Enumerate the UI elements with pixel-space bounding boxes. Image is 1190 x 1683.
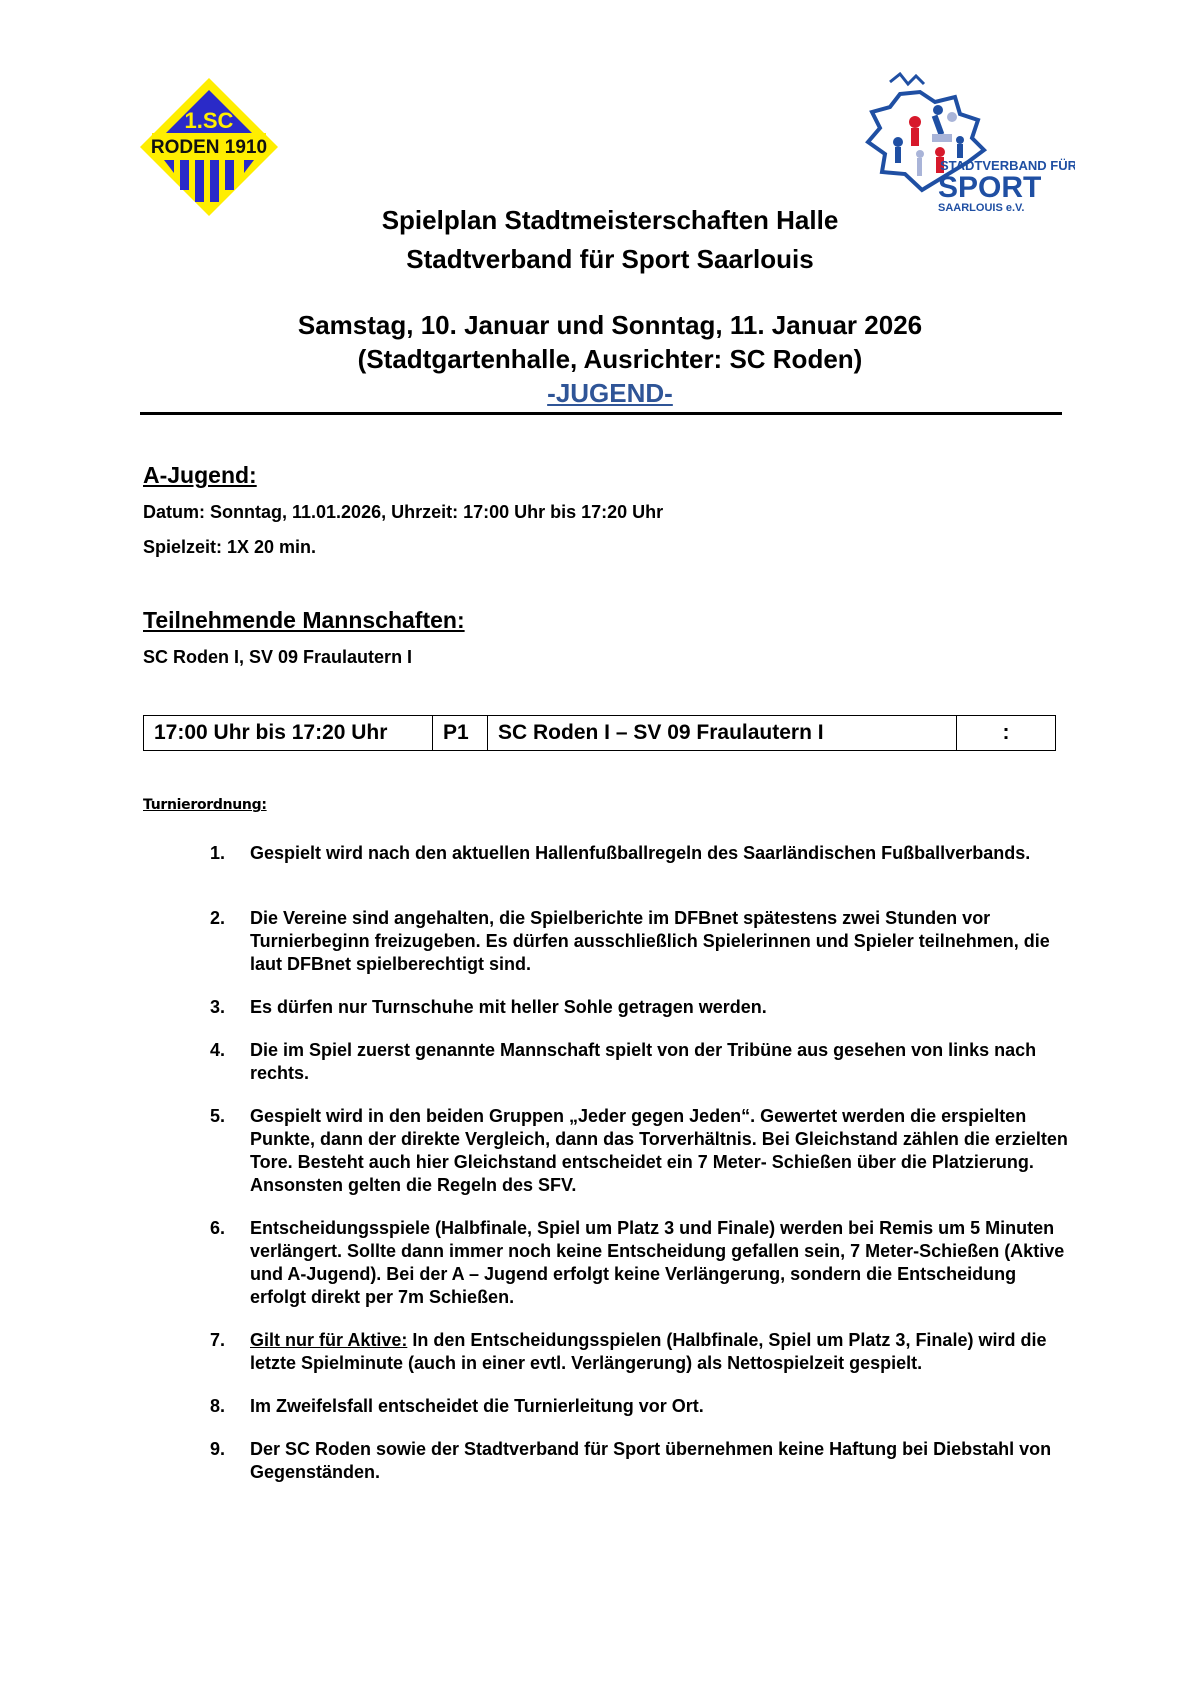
schedule-table (143, 715, 1056, 751)
rule-item: 9. Der SC Roden sowie der Stadtverband für Sport übernehmen keine Haftung bei Diebstahl von Gegenständen. (210, 1439, 1052, 1482)
match-score: : (957, 716, 1056, 751)
svg-text:1.SC: 1.SC (184, 108, 234, 133)
rule-item: 7. Gilt nur für Aktive: In den Entscheidungsspielen (Halbfinale, Spiel um Platz 3, Finale) wird die letzte Spielminute (auch in einer evtl. Verlängerung) als Nettospielzeit gespielt. (210, 1330, 1047, 1373)
rule-item: 8. Im Zweifelsfall entscheidet die Turnierleitung vor Ort. (210, 1396, 704, 1416)
team-list: SC Roden I, SV 09 Fraulautern I (143, 647, 413, 667)
match-time: 17:00 Uhr bis 17:20 Uhr (144, 716, 433, 751)
rules-heading: Turnierordnung: (143, 797, 267, 813)
rule-item: 3. Es dürfen nur Turnschuhe mit heller Sohle getragen werden. (210, 997, 767, 1017)
section-heading-a-jugend: A-Jugend: (143, 462, 257, 488)
category-label: -JUGEND- (547, 378, 673, 408)
date-time-line: Datum: Sonntag, 11.01.2026, Uhrzeit: 17:00 Uhr bis 17:20 Uhr (143, 502, 664, 522)
svg-text:RODEN 1910: RODEN 1910 (150, 137, 268, 158)
svg-text:SAARLOUIS e.V.: SAARLOUIS e.V. (938, 202, 1025, 214)
rule-item: 2. Die Vereine sind angehalten, die Spielberichte im DFBnet spätestens zwei Stunden vor Turnierbeginn freizugeben. Es dürfen ausschließlich Spielerinnen und Spieler teilnehmen, die laut DFBnet spielberechtigt sind. (210, 908, 1050, 974)
rule-item: 1. Gespielt wird nach den aktuellen Hallenfußballregeln des Saarländischen Fußballverbands. (210, 843, 1031, 863)
document-title: Spielplan Stadtmeisterschaften Halle (381, 205, 839, 235)
header-divider (140, 412, 1062, 415)
event-venue: (Stadtgartenhalle, Ausrichter: SC Roden) (357, 344, 863, 374)
playtime-line: Spielzeit: 1X 20 min. (143, 537, 317, 557)
rule-item: 6. Entscheidungsspiele (Halbfinale, Spiel um Platz 3 und Finale) werden bei Remis um 5 Minuten verlängert. Sollte dann immer noch keine Entscheidung gefallen sein, 7 Meter-Schießen (Aktive und A-Jugend). Bei der A – Jugend erfolgt keine Verlängerung, sondern die Entscheidung erfolgt direkt per 7m Schießen. (210, 1218, 1065, 1307)
rule-emphasis: Gilt nur für Aktive: (250, 1330, 408, 1350)
event-dates: Samstag, 10. Januar und Sonntag, 11. Januar 2026 (297, 310, 923, 340)
table-row (144, 716, 1056, 751)
rule-item: 5. Gespielt wird in den beiden Gruppen „Jeder gegen Jeden“. Gewertet werden die erspielten Punkte, dann der direkte Vergleich, dann das Torverhältnis. Bei Gleichstand zählen die erzielten Tore. Besteht auch hier Gleichstand entscheidet ein 7 Meter- Schießen über die Platzierung. Ansonsten gelten die Regeln des SFV. (210, 1106, 1068, 1195)
rules-list (210, 842, 1070, 1484)
svg-text:SPORT: SPORT (938, 171, 1042, 204)
match-pitch: P1 (433, 716, 488, 751)
document-subtitle: Stadtverband für Sport Saarlouis (406, 244, 814, 274)
rule-item: 4. Die im Spiel zuerst genannte Mannschaft spielt von der Tribüne aus gesehen von links nach rechts. (210, 1040, 1037, 1083)
sc-roden-logo (140, 78, 278, 216)
svg-text:STADTVERBAND FÜR: STADTVERBAND FÜR (940, 158, 1075, 173)
section-heading-teams: Teilnehmende Mannschaften: (143, 607, 465, 633)
match-teams: SC Roden I – SV 09 Fraulautern I (488, 716, 957, 751)
